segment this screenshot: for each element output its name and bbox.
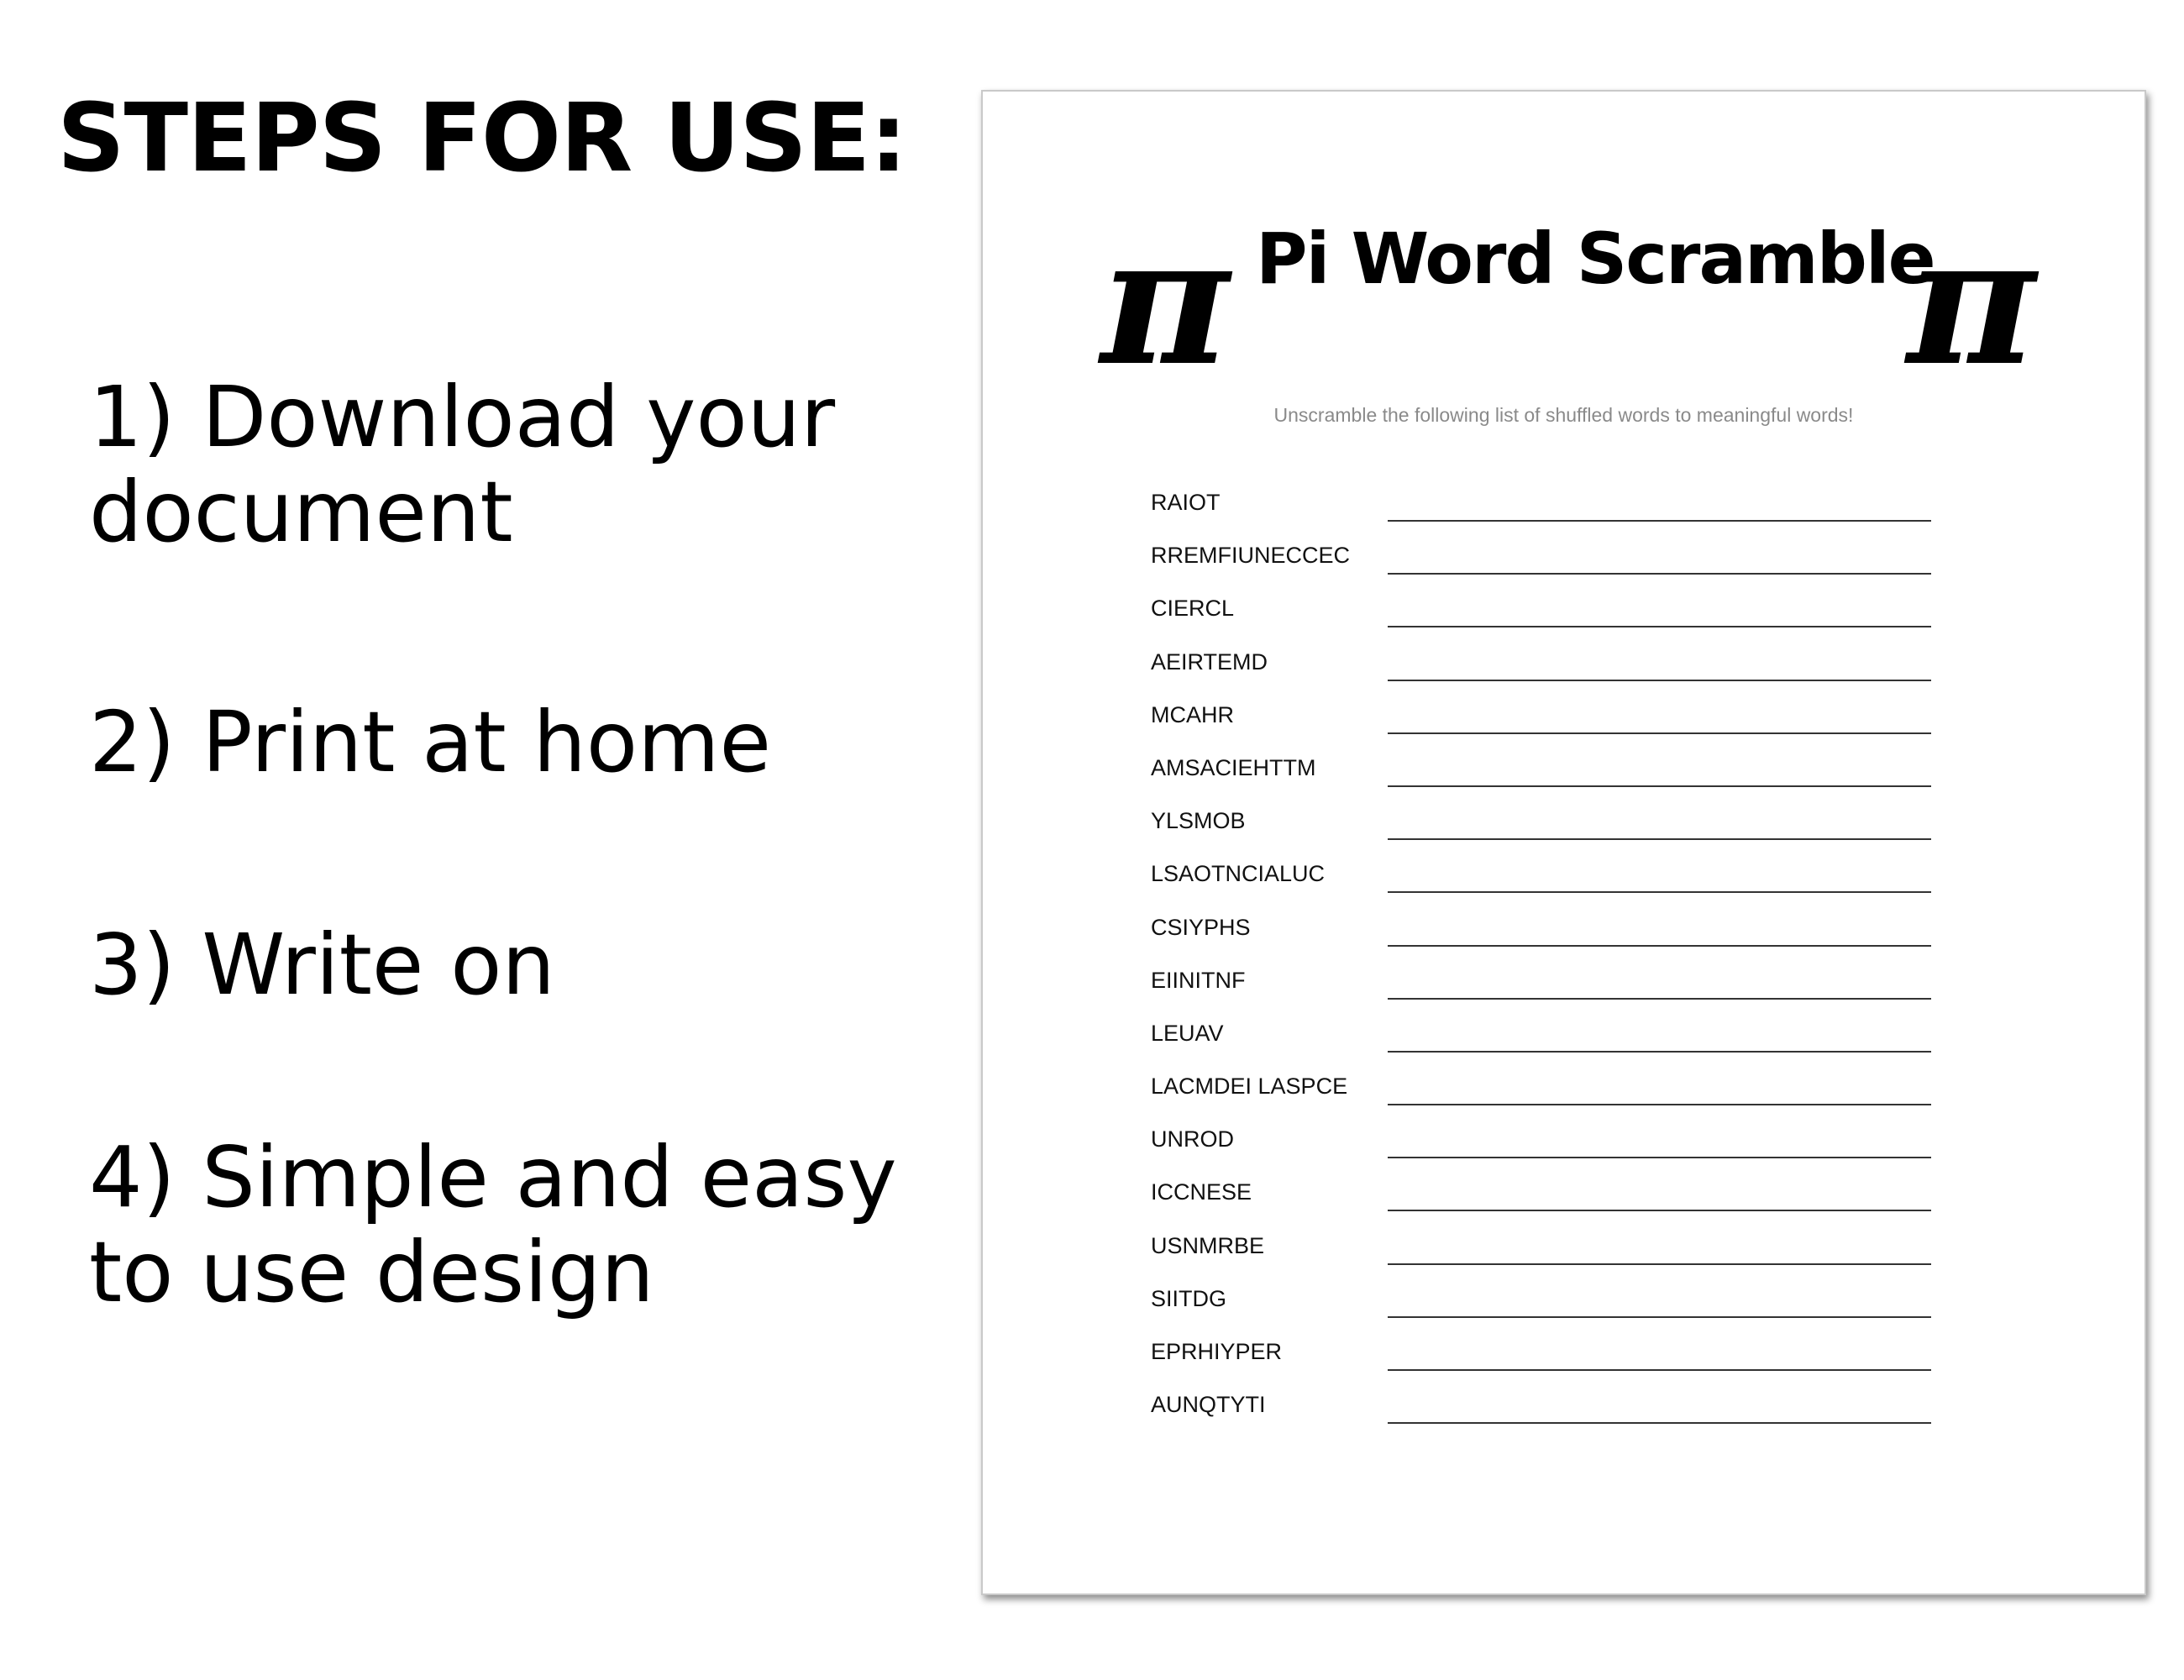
pi-left-icon: π xyxy=(1100,197,1230,405)
answer-line xyxy=(1388,891,1931,893)
scrambled-word: LEUAV xyxy=(1151,1020,1224,1046)
word-row xyxy=(1151,1266,2075,1319)
worksheet-page xyxy=(981,90,2146,1595)
scrambled-word: AMSACIEHTTM xyxy=(1151,754,1316,780)
step-4: 4) Simple and easy to use design xyxy=(89,1128,897,1321)
word-row xyxy=(1151,1372,2075,1425)
word-row xyxy=(1151,1000,2075,1053)
word-row xyxy=(1151,788,2075,841)
word-row xyxy=(1151,1213,2075,1266)
scrambled-word: USNMRBE xyxy=(1151,1232,1265,1258)
step-3: 3) Write on xyxy=(89,916,555,1014)
word-row xyxy=(1151,1159,2075,1212)
scrambled-word: AEIRTEMD xyxy=(1151,648,1268,675)
steps-panel xyxy=(0,0,966,1680)
steps-heading: STEPS FOR USE: xyxy=(57,84,907,193)
word-row xyxy=(1151,575,2075,628)
word-row xyxy=(1151,682,2075,735)
word-row xyxy=(1151,522,2075,575)
answer-line xyxy=(1388,1263,1931,1265)
word-row xyxy=(1151,1053,2075,1106)
pi-right-icon: π xyxy=(1907,197,2036,405)
worksheet-title: Pi Word Scramble xyxy=(1256,218,1935,300)
scrambled-word: LACMDEI LASPCE xyxy=(1151,1074,1348,1100)
answer-line xyxy=(1388,785,1931,787)
worksheet-instructions: Unscramble the following list of shuffled words to meaningful words! xyxy=(1273,404,1854,426)
answer-line xyxy=(1388,998,1931,1000)
scrambled-word: ICCNESE xyxy=(1151,1179,1252,1205)
answer-line xyxy=(1388,732,1931,734)
scrambled-word: EIINITNF xyxy=(1151,967,1246,993)
answer-line xyxy=(1388,838,1931,840)
word-row xyxy=(1151,470,2075,522)
answer-line xyxy=(1388,626,1931,627)
scrambled-word: AUNQTYTI xyxy=(1151,1392,1266,1418)
answer-line xyxy=(1388,1316,1931,1318)
scrambled-word: RAIOT xyxy=(1151,490,1221,515)
scrambled-word: UNROD xyxy=(1151,1126,1234,1152)
answer-line xyxy=(1388,1210,1931,1211)
word-row xyxy=(1151,629,2075,682)
answer-line xyxy=(1388,1369,1931,1371)
answer-line xyxy=(1388,1104,1931,1105)
word-row xyxy=(1151,1319,2075,1372)
answer-line xyxy=(1388,1051,1931,1053)
word-list xyxy=(1151,470,2075,1425)
answer-line xyxy=(1388,1422,1931,1424)
scrambled-word: CIERCL xyxy=(1151,596,1235,622)
scrambled-word: CSIYPHS xyxy=(1151,914,1251,940)
scrambled-word: LSAOTNCIALUC xyxy=(1151,861,1326,887)
scrambled-word: SIITDG xyxy=(1151,1285,1227,1311)
answer-line xyxy=(1388,1157,1931,1158)
scrambled-word: RREMFIUNECCEC xyxy=(1151,543,1351,569)
word-row xyxy=(1151,948,2075,1000)
step-2: 2) Print at home xyxy=(89,693,772,791)
scrambled-word: MCAHR xyxy=(1151,701,1234,727)
answer-line xyxy=(1388,945,1931,947)
scrambled-word: EPRHIYPER xyxy=(1151,1339,1283,1364)
answer-line xyxy=(1388,520,1931,522)
answer-line xyxy=(1388,680,1931,681)
step-1: 1) Download your document xyxy=(89,368,836,561)
word-row xyxy=(1151,735,2075,788)
scrambled-word: YLSMOB xyxy=(1151,808,1246,834)
word-row xyxy=(1151,895,2075,948)
answer-line xyxy=(1388,573,1931,575)
word-row xyxy=(1151,841,2075,894)
word-row xyxy=(1151,1106,2075,1159)
